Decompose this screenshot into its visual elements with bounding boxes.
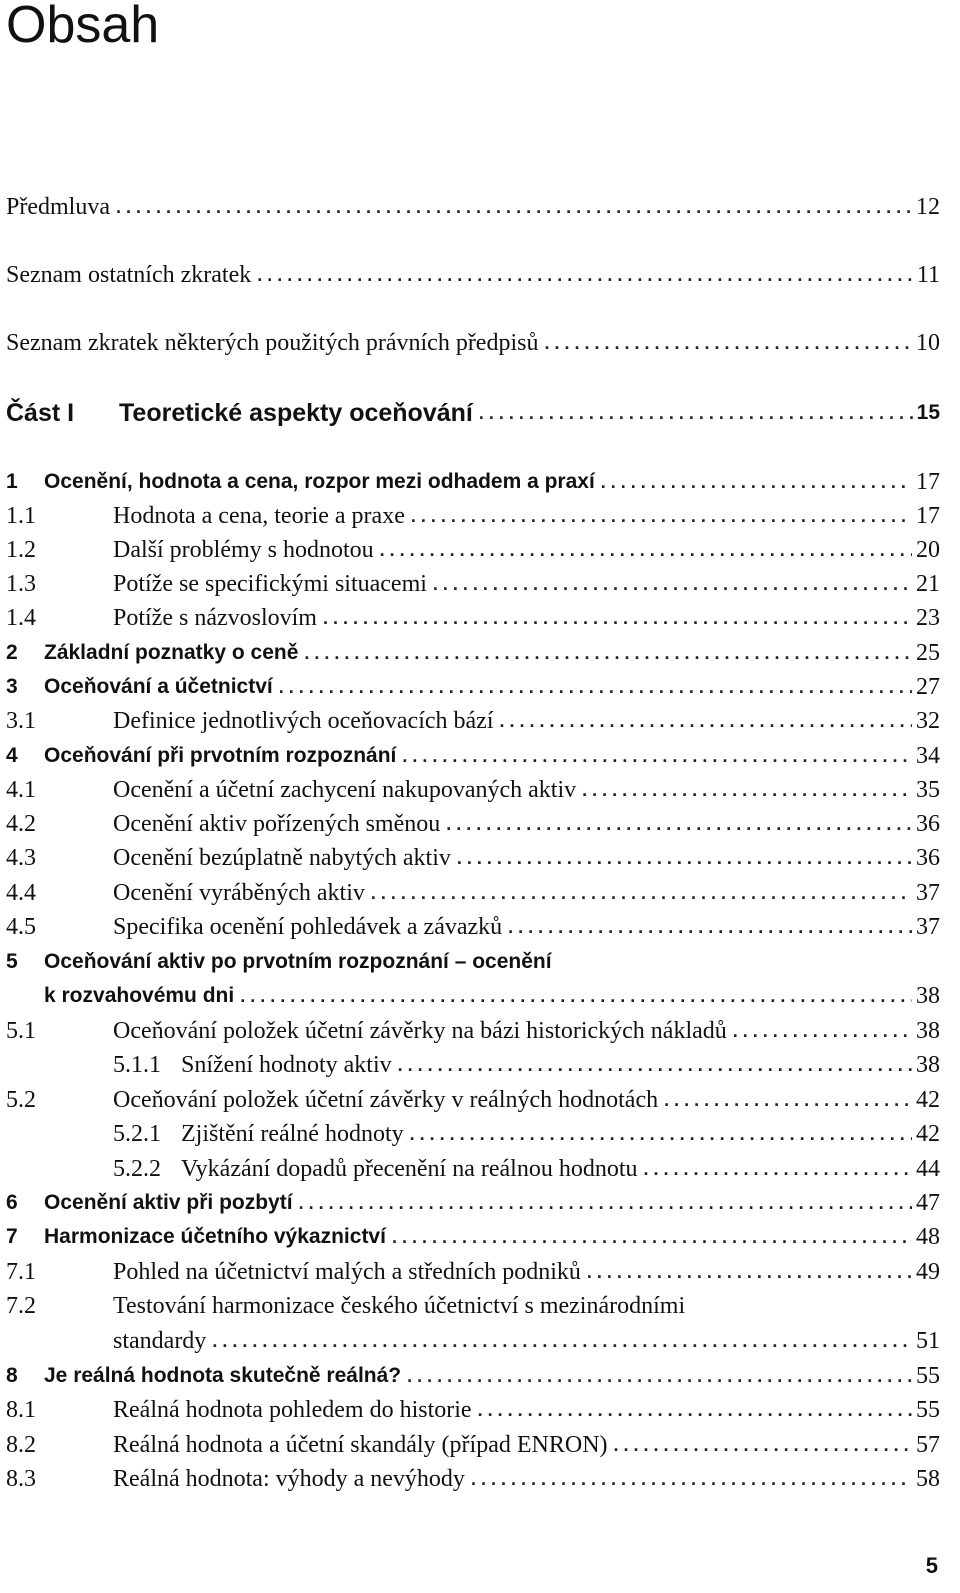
toc-label: Ocenění vyráběných aktiv	[113, 880, 365, 906]
leader-dots	[212, 1326, 912, 1356]
toc-number: 5	[6, 950, 18, 973]
toc-number: 5.2.2	[113, 1156, 161, 1182]
page-title: Obsah	[6, 0, 160, 54]
toc-label: Oceňování při prvotním rozpoznání	[44, 744, 397, 767]
toc-number: 4.2	[6, 811, 36, 837]
toc-label: Teoretické aspekty oceňování	[119, 399, 473, 427]
toc-page-number: 17	[916, 469, 940, 495]
toc-section-4-1[interactable]	[6, 775, 940, 805]
toc-number: 6	[6, 1191, 18, 1214]
toc-label: Reálná hodnota a účetní skandály (případ ENRON)	[113, 1432, 608, 1458]
leader-dots	[614, 1430, 912, 1460]
toc-label: Seznam ostatních zkratek	[6, 262, 252, 288]
toc-section-4-3[interactable]	[6, 843, 940, 873]
toc-section-4-4[interactable]	[6, 878, 940, 908]
toc-subsection-5-1-1[interactable]	[6, 1050, 940, 1080]
leader-dots	[402, 741, 912, 771]
toc-label: Testování harmonizace českého účetnictví s mezinárodními	[113, 1293, 686, 1319]
toc-page-number: 47	[916, 1190, 940, 1216]
leader-dots	[601, 467, 912, 497]
toc-section-5-2[interactable]	[6, 1085, 940, 1115]
toc-section-7-2-line2[interactable]	[6, 1326, 940, 1356]
leader-dots	[508, 912, 912, 942]
toc-page-number: 32	[916, 708, 940, 734]
toc-number: 1.4	[6, 605, 36, 631]
toc-number: 7.1	[6, 1259, 36, 1285]
leader-dots	[478, 1395, 912, 1425]
toc-label: Oceňování aktiv po prvotním rozpoznání – ocenění	[44, 950, 552, 973]
toc-number: 4.5	[6, 914, 36, 940]
page-folio-number: 5	[925, 1553, 938, 1578]
toc-page-number: 10	[916, 330, 940, 356]
toc-page-number: 12	[916, 194, 940, 220]
toc-chapter-7[interactable]	[6, 1222, 940, 1252]
toc-number: 8.2	[6, 1432, 36, 1458]
leader-dots	[644, 1154, 912, 1184]
toc-section-7-2-line1[interactable]	[6, 1291, 940, 1321]
toc-page-number: 38	[916, 1018, 940, 1044]
toc-page-number: 38	[916, 1052, 940, 1078]
toc-label: Specifika ocenění pohledávek a závazků	[113, 914, 503, 940]
toc-chapter-5-line1[interactable]	[6, 947, 940, 977]
toc-page-number: 27	[916, 674, 940, 700]
toc-number: 7.2	[6, 1293, 36, 1319]
toc-page-number: 34	[916, 743, 940, 769]
leader-dots	[299, 1188, 912, 1218]
leader-dots	[733, 1016, 912, 1046]
toc-subsection-5-2-1[interactable]	[6, 1119, 940, 1149]
toc-number: 4.1	[6, 777, 36, 803]
leader-dots	[446, 809, 912, 839]
leader-dots	[544, 328, 912, 358]
toc-number: 1.3	[6, 571, 36, 597]
toc-page-number: 15	[916, 401, 940, 424]
toc-label: Oceňování a účetnictví	[44, 675, 273, 698]
toc-section-7-1[interactable]	[6, 1257, 940, 1287]
leader-dots	[240, 981, 912, 1011]
toc-page-number: 48	[916, 1224, 940, 1250]
toc-page-number: 55	[916, 1397, 940, 1423]
toc-label: Potíže s názvoslovím	[113, 605, 317, 631]
toc-page-number: 36	[916, 845, 940, 871]
toc-page-number: 44	[916, 1156, 940, 1182]
leader-dots	[116, 192, 912, 222]
toc-number: 4.4	[6, 880, 36, 906]
toc-label: Ocenění aktiv pořízených směnou	[113, 811, 441, 837]
toc-label: Potíže se specifickými situacemi	[113, 571, 427, 597]
toc-number: 1.2	[6, 537, 36, 563]
toc-label: Ocenění, hodnota a cena, rozpor mezi odhadem a praxí	[44, 470, 595, 493]
toc-number: 1.1	[6, 503, 36, 529]
toc-page-number: 36	[916, 811, 940, 837]
toc-page-number: 42	[916, 1087, 940, 1113]
toc-label: Ocenění a účetní zachycení nakupovaných aktiv	[113, 777, 577, 803]
leader-dots	[398, 1050, 912, 1080]
leader-dots	[392, 1222, 912, 1252]
toc-label: Reálná hodnota: výhody a nevýhody	[113, 1466, 465, 1492]
toc-label: Snížení hodnoty aktiv	[181, 1052, 392, 1078]
toc-page-number: 37	[916, 880, 940, 906]
toc-label: Definice jednotlivých oceňovacích bází	[113, 708, 494, 734]
toc-page-number: 25	[916, 640, 940, 666]
toc-page-number: 42	[916, 1121, 940, 1147]
toc-chapter-1[interactable]	[6, 467, 940, 497]
toc-label: Další problémy s hodnotou	[113, 537, 374, 563]
toc-page-number: 38	[916, 983, 940, 1009]
toc-part-number: Část I	[6, 399, 75, 427]
toc-label: Seznam zkratek některých použitých právních předpisů	[6, 330, 539, 356]
toc-section-5-1[interactable]	[6, 1016, 940, 1046]
toc-page-number: 23	[916, 605, 940, 631]
toc-page-number: 37	[916, 914, 940, 940]
toc-number: 8	[6, 1364, 18, 1387]
toc-label: Reálná hodnota pohledem do historie	[113, 1397, 472, 1423]
toc-number: 1	[6, 470, 18, 493]
leader-dots	[380, 535, 912, 565]
leader-dots	[304, 638, 912, 668]
toc-label-continued: standardy	[113, 1328, 207, 1354]
leader-dots	[257, 260, 913, 290]
toc-label: Pohled na účetnictví malých a středních podniků	[113, 1259, 581, 1285]
leader-dots	[433, 569, 912, 599]
toc-section-1-3[interactable]	[6, 569, 940, 599]
toc-chapter-6[interactable]	[6, 1188, 940, 1218]
leader-dots	[323, 603, 912, 633]
toc-section-3-1[interactable]	[6, 706, 940, 736]
leader-dots	[582, 775, 912, 805]
toc-section-8-1[interactable]	[6, 1395, 940, 1425]
toc-page-number: 11	[916, 262, 940, 288]
leader-dots	[411, 501, 912, 531]
toc-label: Hodnota a cena, teorie a praxe	[113, 503, 405, 529]
leader-dots	[279, 672, 912, 702]
toc-subsection-5-2-2[interactable]	[6, 1154, 940, 1184]
toc-number: 4.3	[6, 845, 36, 871]
leader-dots	[471, 1464, 912, 1494]
toc-label: Předmluva	[6, 194, 110, 220]
toc-number: 3.1	[6, 708, 36, 734]
leader-dots	[407, 1361, 912, 1391]
leader-dots	[664, 1085, 912, 1115]
toc-label: Oceňování položek účetní závěrky v reálných hodnotách	[113, 1087, 659, 1113]
leader-dots	[410, 1119, 912, 1149]
toc-section-1-4[interactable]	[6, 603, 940, 633]
toc-chapter-5-line2[interactable]	[6, 981, 940, 1011]
toc-section-8-2[interactable]	[6, 1430, 940, 1460]
toc-label: Vykázání dopadů přecenění na reálnou hodnotu	[181, 1156, 638, 1182]
toc-page-number: 57	[916, 1432, 940, 1458]
toc-chapter-2[interactable]	[6, 638, 940, 668]
toc-entry-other-abbreviations[interactable]	[6, 260, 940, 290]
toc-section-1-2[interactable]	[6, 535, 940, 565]
toc-label: Zjištění reálné hodnoty	[181, 1121, 404, 1147]
toc-page-number: 20	[916, 537, 940, 563]
toc-number: 5.1.1	[113, 1052, 161, 1078]
toc-page-number: 49	[916, 1259, 940, 1285]
toc-page-number: 17	[916, 503, 940, 529]
leader-dots	[500, 706, 913, 736]
toc-page-number: 21	[916, 571, 940, 597]
toc-page-number: 35	[916, 777, 940, 803]
toc-number: 8.3	[6, 1466, 36, 1492]
toc-label: Oceňování položek účetní závěrky na bázi historických nákladů	[113, 1018, 727, 1044]
toc-number: 4	[6, 744, 18, 767]
toc-number: 5.1	[6, 1018, 36, 1044]
toc-part-heading[interactable]	[6, 398, 940, 428]
toc-label: Harmonizace účetního výkaznictví	[44, 1225, 386, 1248]
leader-dots	[457, 843, 912, 873]
toc-page-number: 58	[916, 1466, 940, 1492]
toc-number: 3	[6, 675, 18, 698]
toc-chapter-3[interactable]	[6, 672, 940, 702]
toc-section-4-5[interactable]	[6, 912, 940, 942]
toc-entry-foreword[interactable]	[6, 192, 940, 222]
toc-number: 2	[6, 641, 18, 664]
toc-entry-legal-abbreviations[interactable]	[6, 328, 940, 358]
leader-dots	[587, 1257, 912, 1287]
toc-number: 7	[6, 1225, 18, 1248]
toc-section-1-1[interactable]	[6, 501, 940, 531]
toc-number: 8.1	[6, 1397, 36, 1423]
toc-label: Ocenění bezúplatně nabytých aktiv	[113, 845, 451, 871]
toc-label: Ocenění aktiv při pozbytí	[44, 1191, 293, 1214]
toc-page-number: 51	[916, 1328, 940, 1354]
toc-label-continued: k rozvahovému dni	[44, 984, 235, 1007]
toc-label: Základní poznatky o ceně	[44, 641, 299, 664]
toc-label: Je reálná hodnota skutečně reálná?	[44, 1364, 402, 1387]
toc-number: 5.2	[6, 1087, 36, 1113]
leader-dots	[479, 398, 913, 428]
toc-section-8-3[interactable]	[6, 1464, 940, 1494]
toc-number: 5.2.1	[113, 1121, 161, 1147]
toc-section-4-2[interactable]	[6, 809, 940, 839]
toc-chapter-4[interactable]	[6, 741, 940, 771]
toc-chapter-8[interactable]	[6, 1361, 940, 1391]
leader-dots	[371, 878, 912, 908]
toc-page-number: 55	[916, 1363, 940, 1389]
